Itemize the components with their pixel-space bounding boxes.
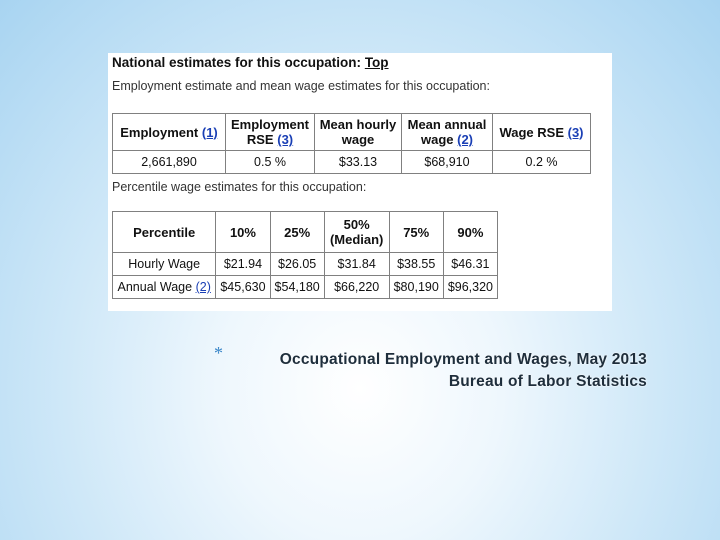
- column-header: Employment (1): [113, 114, 226, 151]
- table-cell: $38.55: [389, 253, 443, 276]
- footnote-link[interactable]: (2): [195, 280, 211, 294]
- column-header: 25%: [270, 212, 324, 253]
- table-cell: 2,661,890: [113, 151, 226, 174]
- table-cell: $31.84: [324, 253, 389, 276]
- row-label: Annual Wage (2): [113, 276, 216, 299]
- footnote-link[interactable]: (3): [567, 124, 584, 140]
- column-header: 10%: [216, 212, 270, 253]
- column-header: Mean hourly wage: [315, 114, 402, 151]
- footnote-link[interactable]: (2): [457, 132, 474, 147]
- table-cell: $80,190: [389, 276, 443, 299]
- top-link[interactable]: Top: [364, 55, 389, 70]
- column-header: 75%: [389, 212, 443, 253]
- heading-text: National estimates for this occupation:: [112, 55, 362, 70]
- table-cell: $96,320: [443, 276, 497, 299]
- row-label: Hourly Wage: [113, 253, 216, 276]
- table-row: [113, 253, 498, 276]
- table-row: [113, 151, 591, 174]
- table-cell: $33.13: [315, 151, 402, 174]
- column-header: Percentile: [113, 212, 216, 253]
- table-cell: $46.31: [443, 253, 497, 276]
- column-header: Employment RSE (3): [226, 114, 315, 151]
- column-header: Mean annual wage (2): [402, 114, 493, 151]
- table-header-row: [113, 114, 591, 151]
- table-cell: $68,910: [402, 151, 493, 174]
- table-cell: 0.2 %: [493, 151, 591, 174]
- footnote-link[interactable]: (1): [201, 124, 218, 140]
- panel-heading: [112, 55, 389, 70]
- footnote-link[interactable]: (3): [277, 132, 294, 147]
- percentile-table: [112, 211, 498, 299]
- column-header: Wage RSE (3): [493, 114, 591, 151]
- employment-table: [112, 113, 591, 174]
- caption-source: Bureau of Labor Statistics: [448, 373, 647, 390]
- table-header-row: [113, 212, 498, 253]
- column-header: 90%: [443, 212, 497, 253]
- percentile-subtitle: Percentile wage estimates for this occupation:: [112, 180, 367, 194]
- table-cell: $45,630: [216, 276, 270, 299]
- column-header: 50% (Median): [324, 212, 389, 253]
- table-cell: $26.05: [270, 253, 324, 276]
- employment-subtitle: Employment estimate and mean wage estimates for this occupation:: [112, 79, 490, 93]
- estimates-panel: [108, 53, 612, 311]
- bullet-asterisk: *: [214, 343, 223, 363]
- table-cell: $54,180: [270, 276, 324, 299]
- table-cell: $21.94: [216, 253, 270, 276]
- caption-title: Occupational Employment and Wages, May 2013: [279, 351, 647, 368]
- table-row: [113, 276, 498, 299]
- table-cell: 0.5 %: [226, 151, 315, 174]
- table-cell: $66,220: [324, 276, 389, 299]
